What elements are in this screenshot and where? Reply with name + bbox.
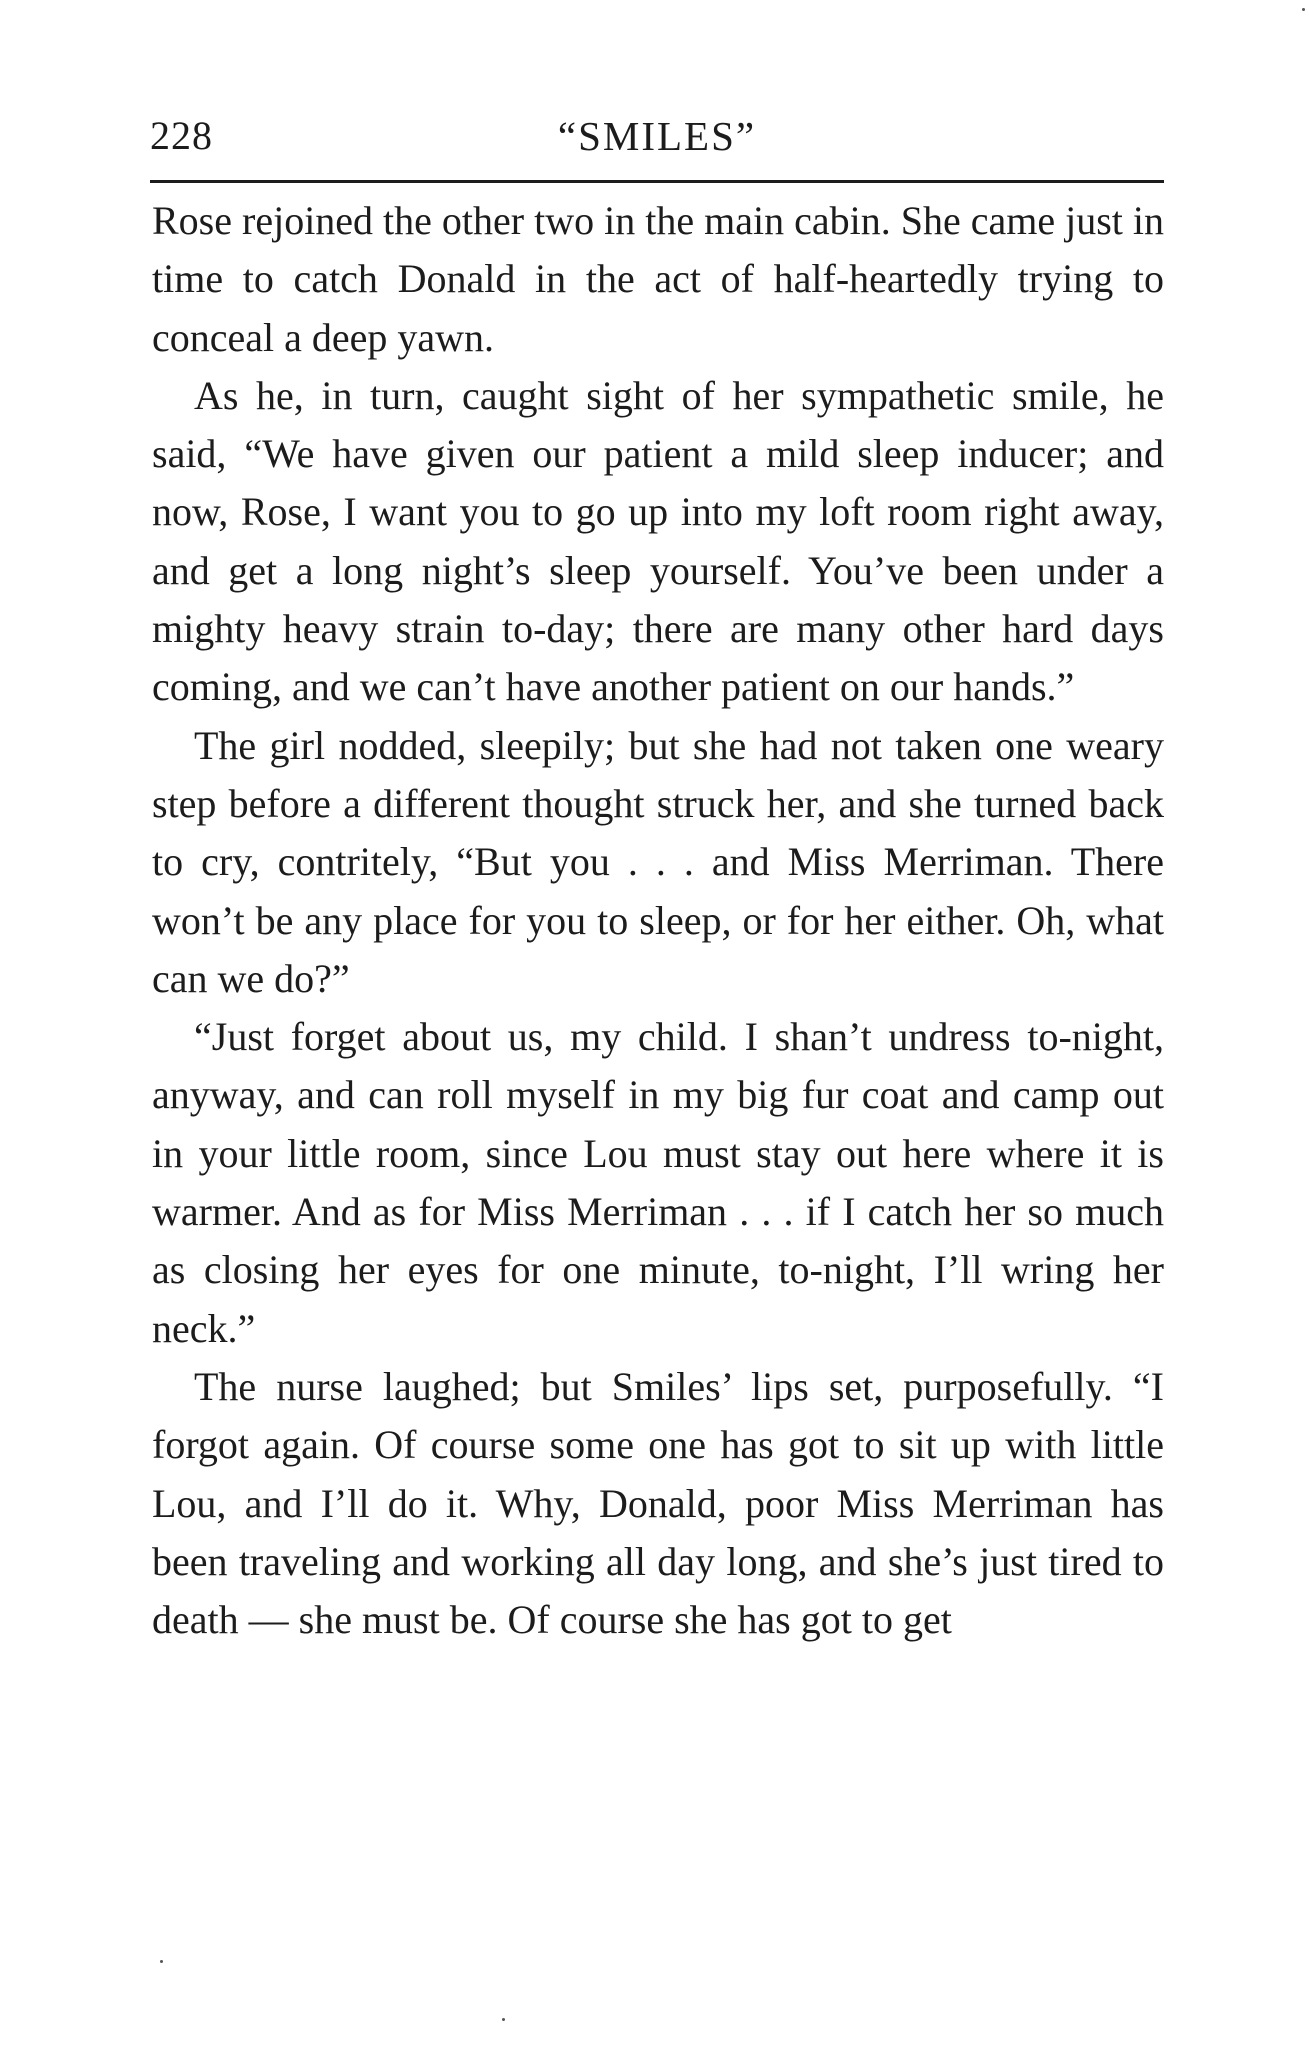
scan-speck xyxy=(160,1960,163,1963)
paragraph-5: The nurse laughed; but Smiles’ lips set, purposefully. “I forgot again. Of course some one has got to sit up with little Lou, and I’ll do it. Why, Donald, poor Miss Merriman has been traveling and working all day long, and she’s just tired to death — she must be. Of course she has got to get xyxy=(152,1363,1164,1643)
header-rule xyxy=(150,180,1164,183)
scan-speck xyxy=(1302,8,1305,11)
running-title: “SMILES” xyxy=(557,113,757,159)
scan-speck xyxy=(502,2018,505,2021)
paragraph-3: The girl nodded, sleepily; but she had not taken one weary step before a different thought struck her, and she turned back to cry, contritely, “But you . . . and Miss Merriman. There won’t be any place for you to sleep, or for her either. Oh, what can we do?” xyxy=(152,722,1164,1001)
page-number: 228 xyxy=(150,113,213,158)
paragraph-2: As he, in turn, caught sight of her sympathetic smile, he said, “We have given our patient a mild sleep inducer; and now, Rose, I want you to go up into my loft room right away, and get a long night’s sleep yourself. You’ve been under a mighty heavy strain to-day; there are many other hard days coming, and we can’t have another patient on our hands.” xyxy=(152,372,1164,710)
body-text xyxy=(152,192,1164,1649)
paragraph-4: “Just forget about us, my child. I shan’t undress to-night, anyway, and can roll myself in my big fur coat and camp out in your little room, since Lou must stay out here where it is warmer. And as for Miss Merriman . . . if I catch her so much as closing her eyes for one minute, to-night, I’ll wring her neck.” xyxy=(152,1014,1164,1351)
paragraph-1: Rose rejoined the other two in the main cabin. She came just in time to catch Donald in the act of half-heartedly trying to conceal a deep yawn. xyxy=(152,198,1164,360)
page-header xyxy=(150,112,1164,172)
